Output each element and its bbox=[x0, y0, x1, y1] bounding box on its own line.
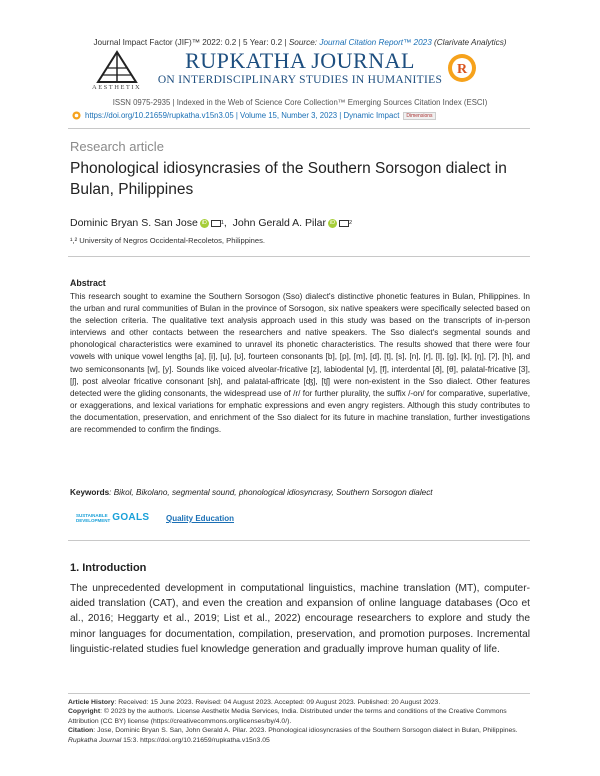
doi-link[interactable]: https://doi.org/10.21659/rupkatha.v15n3.05 | Volume 15, Number 3, 2023 | Dynamic Impact bbox=[85, 111, 400, 120]
article-title: Phonological idiosyncrasies of the Southern Sorsogon dialect in Bulan, Philippines bbox=[70, 160, 507, 198]
svg-text:R: R bbox=[456, 62, 468, 77]
publisher-logo-text: AESTHETIX bbox=[92, 84, 142, 91]
doi-line bbox=[72, 111, 436, 120]
citation: Citation: Jose, Dominic Bryan S. San, John Gerald A. Pilar. 2023. Phonological idiosyncrasies of the Southern Sorsogon dialect in Bulan, Philippines. Rupkatha Journal 15:3. https://doi.org/10.21659/rupkatha.v15n3.05 bbox=[68, 727, 518, 744]
section-divider bbox=[68, 540, 530, 541]
jcr-link[interactable]: Journal Citation Report™ 2023 bbox=[319, 38, 432, 47]
introduction-heading: 1. Introduction bbox=[70, 562, 147, 574]
section-divider bbox=[68, 256, 530, 257]
footer-divider bbox=[68, 693, 530, 694]
copyright: Copyright: © 2023 by the author/s. License Aesthetix Media Services, India. Distributed under the terms and conditions of the Creative Commons Attribution (CC BY) license (https://creativecommons.org/licenses/by/4.0/). bbox=[68, 708, 507, 725]
email-icon[interactable] bbox=[339, 220, 349, 227]
header-divider bbox=[68, 128, 530, 129]
orcid-icon[interactable]: iD bbox=[329, 219, 336, 226]
author-2[interactable]: John Gerald A. Pilar bbox=[232, 217, 327, 229]
article-history: Article History: Received: 15 June 2023. Revised: 04 August 2023. Accepted: 09 August 2023. Published: 20 August 2023. bbox=[68, 699, 441, 706]
abstract-heading: Abstract bbox=[70, 278, 106, 288]
article-footer bbox=[68, 698, 536, 745]
issn-index-line: ISSN 0975-2935 | Indexed in the Web of Science Core Collection™ Emerging Sources Citation Index (ESCI) bbox=[112, 98, 488, 107]
doi-icon bbox=[72, 111, 81, 120]
sdg-logo: SUSTAINABLE DEVELOPMENT GOALS bbox=[76, 512, 150, 523]
email-icon[interactable] bbox=[211, 220, 221, 227]
affiliation: ¹,² University of Negros Occidental-Recoletos, Philippines. bbox=[70, 236, 265, 245]
keywords: Keywords: Bikol, Bikolano, segmental sound, phonological idiosyncrasy, Southern Sorsogon dialect bbox=[70, 488, 433, 497]
sdg-quality-education-link[interactable]: Quality Education bbox=[166, 514, 235, 523]
author-list: Dominic Bryan S. San Jose iD 1 , John Gerald A. Pilar iD 2 bbox=[70, 217, 353, 229]
aesthetix-logo-icon bbox=[90, 50, 144, 100]
article-type: Research article bbox=[70, 139, 164, 154]
impact-factor-line: Journal Impact Factor (JIF)™ 2022: 0.2 | 5 Year: 0.2 | Source: Journal Citation Report™ 2023 (Clarivate Analytics) bbox=[93, 38, 507, 47]
rupkatha-logo-icon bbox=[446, 52, 478, 84]
abstract-text: This research sought to examine the Southern Sorsogon (Sso) dialect's distinctive phonetic features in Bulan, Philippines. In the urban and rural communities of Bulan in the province of Sorsogon, six native speakers were specifically selected based on the selection criteria. The qualitative text analysis approach used in this study was based on the transcripts of in-person interviews and other contacts between the researchers and native speakers. The Sso dialect's segmental sounds and phonological characteristics were examined to unravel its phonetic characteristics. The results showed that there were four vowels with unique vowel lengths [a], [i], [u], [ʊ], fourteen consonants [b], [p], [m], [d], [t], [s], [n], [r], [l], [g], [k], [ŋ], [ʔ], [h], and two semiconsonants [w], [y]. Sounds like voiced alveolar-fricative [z], labiodental [v], [f], interdental [ð], [θ], palatal-fricative [3], [ʃ], post alveolar fricative consonant [sh], and palatal-affricate [ʤ], [tʃ] were non-existent in the Sso dialect. Other features detected were the gliding consonants, the widespread use of /r/ for further plurality, the suffix /-on/ for comparative, superlative, or exaggerations, and lexical variations for emphatic expressions and even angry registers. Although this study contributes to the documentation, preservation, and enrichment of the Sso dialect for its future in machine translation, further investigations are recommended to confirm the findings. bbox=[70, 292, 530, 435]
journal-title: RUPKATHA JOURNAL ON INTERDISCIPLINARY STUDIES IN HUMANITIES bbox=[157, 48, 443, 86]
orcid-icon[interactable]: iD bbox=[201, 219, 207, 226]
dimensions-badge[interactable]: Dimensions bbox=[403, 112, 435, 120]
introduction-text: The unprecedented development in computational linguistics, machine translation (MT), computer-aided translation (CAT), and even the creation and expansion of online language databases (Oco et al., 2016; Heggarty et al., 2019; List et al., 2022) encourage researchers to explore and study the minor languages for documentation, compilation, preservation, and promotion purposes. Incremental linguistic-related studies fuel knowledge generation and gradually improve human quality of life. bbox=[70, 583, 530, 655]
author-1[interactable]: Dominic Bryan S. San Jose bbox=[70, 217, 198, 229]
